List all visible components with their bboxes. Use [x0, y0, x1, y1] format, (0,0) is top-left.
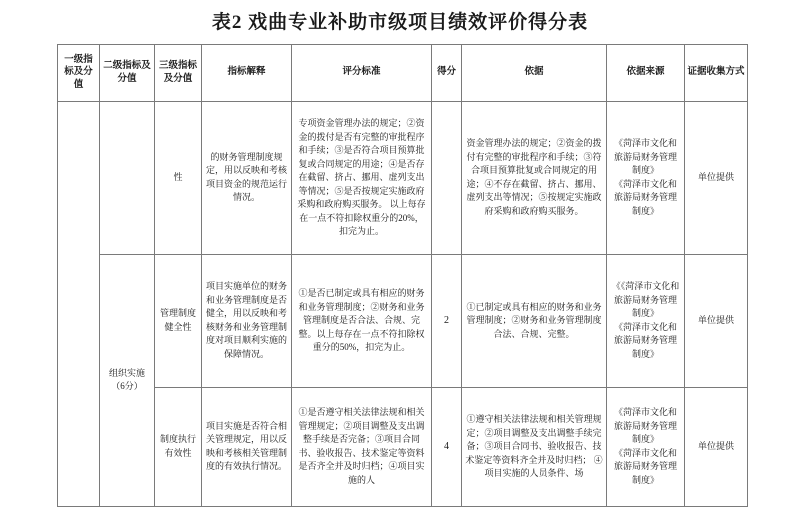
cell-basis: ①遵守相关法律法规和相关管理规定；②项目调整及支出调整手续完备；③项目合同书、验收报告、技术鉴定等资料齐全并及时归档； ④项目实施的人员条件、场	[462, 387, 607, 506]
performance-score-table	[57, 44, 748, 507]
column-header-score: 得分	[432, 44, 462, 101]
cell-criteria: 专项资金管理办法的规定；②资金的拨付是否有完整的审批程序和手续；③是否符合项目预算批复或合同规定的用途；④是否存在截留、挤占、挪用、虚列支出等情况；⑤是否按规定实施政府采购和政府购买服务。 以上每存在一点不符扣除权重分的20%，扣完为止。	[292, 101, 432, 254]
table-row	[58, 101, 748, 254]
cell-level1	[58, 101, 100, 506]
cell-explanation: 项目实施是否符合相关管理规定，用以反映和考核相关管理制度的有效执行情况。	[202, 387, 292, 506]
cell-evidence-method: 单位提供	[685, 101, 748, 254]
basis-source-line: 《《菏泽市文化和旅游局财务管理制度》	[611, 281, 680, 319]
basis-source-line: 《菏泽市文化和旅游局财务管理制度》	[613, 178, 677, 216]
cell-criteria: ①是否已制定或具有相应的财务和业务管理制度；②财务和业务管理制度是否合法、合规、完整。以上每存在一点不符扣除权重分的50%，扣完为止。	[292, 254, 432, 387]
cell-basis: ①已制定或具有相应的财务和业务管理制度；②财务和业务管理制度合法、合规、完整。	[462, 254, 607, 387]
column-header-basis: 依据	[462, 44, 607, 101]
column-header-criteria: 评分标准	[292, 44, 432, 101]
basis-source-line: 《菏泽市文化和旅游局财务管理制度》	[613, 138, 677, 176]
basis-source-line: 《菏泽市文化和旅游局财务管理制度》	[613, 447, 677, 485]
cell-level2: 组织实施（6分）	[100, 254, 155, 506]
column-header-evidence-method: 证据收集方式	[685, 44, 748, 101]
cell-level3: 性	[155, 101, 202, 254]
cell-explanation: 的财务管理制度规定，用以反映和考核项目资金的规范运行情况。	[202, 101, 292, 254]
basis-source-line: 《菏泽市文化和旅游局财务管理制度》	[613, 321, 677, 359]
column-header-level2: 二级指标及分值	[100, 44, 155, 101]
page-title: 表2 戏曲专业补助市级项目绩效评价得分表	[211, 12, 589, 33]
table-body	[58, 101, 748, 506]
basis-source-line: 《菏泽市文化和旅游局财务管理制度》	[613, 407, 677, 445]
cell-score	[432, 101, 462, 254]
table-row	[58, 254, 748, 387]
cell-evidence-method: 单位提供	[685, 254, 748, 387]
column-header-level1: 一级指标及分值	[58, 44, 100, 101]
table-header	[58, 44, 748, 101]
cell-basis-source	[607, 101, 685, 254]
column-header-explanation: 指标解释	[202, 44, 292, 101]
cell-level2	[100, 101, 155, 254]
cell-level3: 管理制度健全性	[155, 254, 202, 387]
column-header-basis-source: 依据来源	[607, 44, 685, 101]
cell-level3: 制度执行有效性	[155, 387, 202, 506]
cell-basis-source	[607, 254, 685, 387]
cell-score: 2	[432, 254, 462, 387]
cell-score: 4	[432, 387, 462, 506]
cell-basis-source	[607, 387, 685, 506]
column-header-level3: 三级指标及分值	[155, 44, 202, 101]
table-row	[58, 387, 748, 506]
cell-evidence-method: 单位提供	[685, 387, 748, 506]
cell-basis: 资金管理办法的规定；②资金的拨付有完整的审批程序和手续；③符合项目预算批复或合同规定的用途；④不存在截留、挤占、挪用、虚列支出等情况；⑤按规定实施政府采购和政府购买服务。	[462, 101, 607, 254]
table-header-row	[58, 44, 748, 101]
cell-criteria: ①是否遵守相关法律法规和相关管理规定；②项目调整及支出调整手续是否完备；③项目合同书、验收报告、技术鉴定等资料是否齐全并及时归档；④项目实施的人	[292, 387, 432, 506]
cell-explanation: 项目实施单位的财务和业务管理制度是否健全，用以反映和考核财务和业务管理制度对项目顺利实施的保障情况。	[202, 254, 292, 387]
table-container	[0, 44, 800, 507]
